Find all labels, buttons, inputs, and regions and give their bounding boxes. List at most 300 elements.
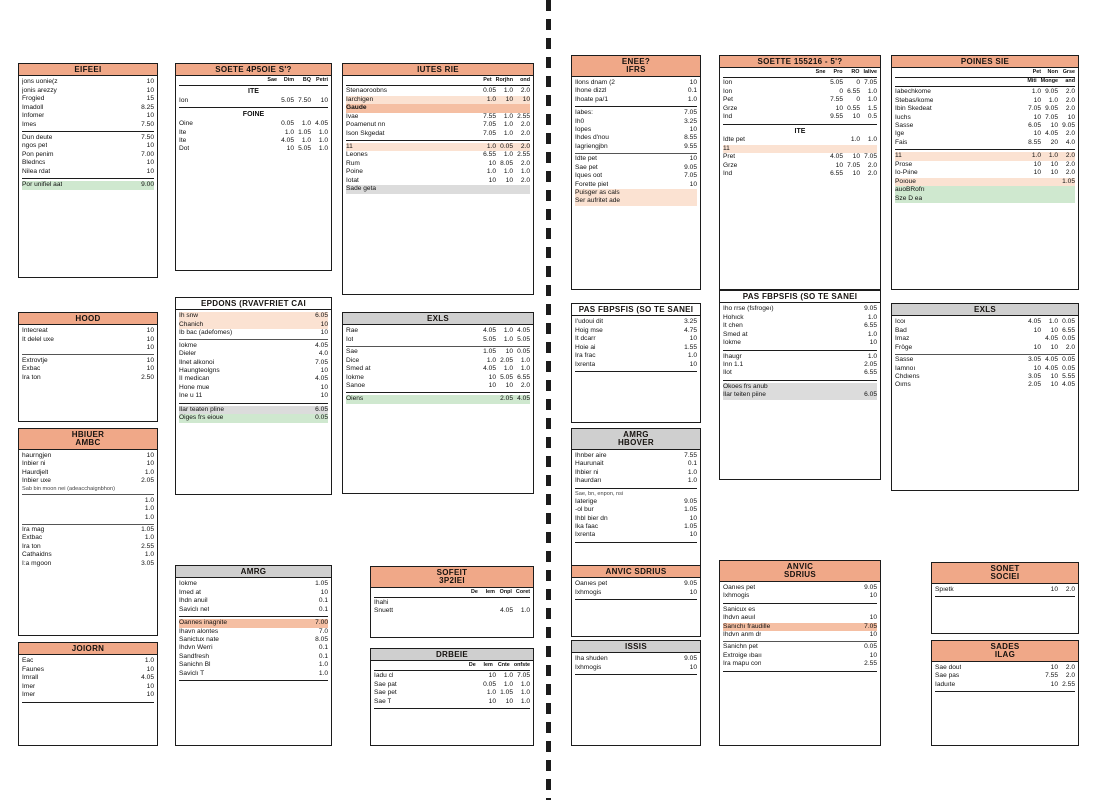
item-name: Grze xyxy=(723,104,738,112)
item-name: Ib bac (adefomes) xyxy=(179,329,233,337)
block-exls-right xyxy=(891,303,1079,491)
item-price: 0.05 xyxy=(483,680,496,688)
block-title: ANVIC SDRIUS xyxy=(572,566,700,578)
item-name: Fröge xyxy=(895,343,913,351)
item-price: 2.05 xyxy=(141,477,154,485)
item-price: 5.05 xyxy=(281,97,294,105)
item-name: Haurdjelt xyxy=(22,468,49,476)
item-price-2: 1.0 xyxy=(301,120,311,128)
block-body xyxy=(572,77,700,209)
col-onfste: onfste xyxy=(513,662,530,669)
item-price: 1.0 xyxy=(867,352,877,360)
item-name: Intecreat xyxy=(22,327,48,335)
item-name: II medican xyxy=(179,375,210,383)
item-price: 10 xyxy=(689,78,697,86)
block-poines-sie xyxy=(891,55,1079,290)
item-price: 10 xyxy=(689,155,697,163)
item-name: Chanich xyxy=(179,320,204,328)
item-price-2: 1.0 xyxy=(503,680,513,688)
item-price-3: 2.0 xyxy=(1065,169,1075,177)
item-name: Leones xyxy=(346,151,368,159)
item-price-2: 1.0 xyxy=(503,121,513,129)
block-exls-left xyxy=(342,312,534,494)
block-amrg-center xyxy=(175,565,332,746)
block-body xyxy=(720,303,880,402)
item-price: 10 xyxy=(869,592,877,600)
item-name: Chdıens xyxy=(895,373,920,381)
block-body xyxy=(371,588,533,619)
item-name: Haurunait xyxy=(575,460,604,468)
item-name: Snuett xyxy=(374,607,394,615)
item-name: Imrall xyxy=(22,674,39,682)
item-price: 10 xyxy=(689,125,697,133)
column-headers xyxy=(374,663,530,671)
item-name: Pet xyxy=(723,96,733,104)
item-price: 10 xyxy=(835,161,843,169)
item-name: Ihaugr xyxy=(723,352,742,360)
item-name: Inn 1.1 xyxy=(723,361,744,369)
item-name: Ihbier ni xyxy=(575,468,599,476)
item-name: Bad xyxy=(895,326,907,334)
item-name: Iokme xyxy=(346,373,364,381)
item-name: Ite xyxy=(179,128,187,136)
item-price: 10 xyxy=(689,180,697,188)
item-price: 3.05 xyxy=(1028,373,1041,381)
item-name: Iokme xyxy=(179,341,197,349)
item-price: 0.1 xyxy=(318,644,328,652)
item-name: I:a mgoon xyxy=(22,559,52,567)
item-price: 10 xyxy=(146,344,154,352)
item-price: 10 xyxy=(869,614,877,622)
item-price: 1.0 xyxy=(144,551,154,559)
item-name: Haungteolgns xyxy=(179,367,220,375)
item-price-2: 1.0 xyxy=(1048,96,1058,104)
item-price: 10 xyxy=(488,382,496,390)
item-name: Oannes inagnite xyxy=(179,619,228,627)
item-price: 10 xyxy=(869,651,877,659)
block-sofeit xyxy=(370,566,534,638)
item-name: Stenaoroobns xyxy=(346,87,388,95)
item-name: Sanichn Bl xyxy=(179,661,211,669)
item-name: Sandfresh xyxy=(179,652,210,660)
item-name: Poine xyxy=(346,168,363,176)
block-title: EXLS xyxy=(892,304,1078,316)
item-name: Dun deute xyxy=(22,134,53,142)
item-price-3: 4.05 xyxy=(1062,381,1075,389)
item-price: 8.25 xyxy=(141,103,154,111)
item-name: Sasse xyxy=(895,356,914,364)
item-price-2: 0.55 xyxy=(847,104,860,112)
item-price: 3.05 xyxy=(1028,356,1041,364)
block-soette-right xyxy=(719,55,881,290)
block-title: AMRG xyxy=(176,566,331,578)
item-price: 7.55 xyxy=(684,451,697,459)
item-price: 1.05 xyxy=(141,526,154,533)
item-name: Extbac xyxy=(22,534,43,542)
item-price: 1.0 xyxy=(318,669,328,677)
col-iem: Iem xyxy=(485,588,495,595)
block-pas-fbpsfis-right xyxy=(719,290,881,480)
item-name: Sze D ea xyxy=(895,194,923,202)
col-pet: Pet xyxy=(1032,69,1041,76)
item-price: 6.55 xyxy=(483,151,496,159)
item-price-2: 10 xyxy=(1050,373,1058,381)
item-price: 9.05 xyxy=(684,655,697,663)
item-name: Ine u 11 xyxy=(179,392,203,400)
item-name: Ixrenta xyxy=(575,531,596,539)
column-headers-2 xyxy=(895,79,1075,87)
item-name: Ihahi xyxy=(374,598,389,606)
item-price: 10 xyxy=(869,339,877,347)
item-price-2: 0.05 xyxy=(500,142,513,150)
item-name: Iabes: xyxy=(575,109,593,117)
item-name: Rae xyxy=(346,327,359,335)
item-price-2: 2.05 xyxy=(500,356,513,364)
item-price: 7.05 xyxy=(483,121,496,129)
item-price-2: 1.0 xyxy=(1048,152,1058,160)
item-price-2: 10 xyxy=(852,169,860,177)
item-price: 7.50 xyxy=(141,134,154,142)
item-price: 4.05 xyxy=(315,341,328,349)
item-price: 9.00 xyxy=(141,181,154,189)
item-name: Saviclı T xyxy=(179,669,205,677)
col-de: De xyxy=(468,662,476,669)
item-name: Iot xyxy=(346,335,354,343)
block-anvic-sdrius xyxy=(719,560,881,746)
item-price-2: 10 xyxy=(852,153,860,161)
block-drbeie xyxy=(370,648,534,746)
item-price-3: 2.0 xyxy=(520,129,530,137)
item-price: 1.0 xyxy=(486,356,496,364)
item-name: Iaduıte xyxy=(935,680,956,688)
item-price-2: 4.05 xyxy=(1045,364,1058,372)
item-name: jonis arezzy xyxy=(22,86,57,94)
item-name: Smed at xyxy=(346,365,371,373)
item-price: 10 xyxy=(1033,326,1041,334)
item-price-2: 0 xyxy=(856,79,860,87)
item-name: Sae pet xyxy=(575,163,598,171)
item-price: 7.05 xyxy=(1028,105,1041,113)
item-price-2: 1.0 xyxy=(503,168,513,176)
item-price: 10 xyxy=(488,373,496,381)
item-name: Iha shuden xyxy=(575,655,608,663)
item-name: Imaz xyxy=(895,335,910,343)
item-name: Ira frac xyxy=(575,352,596,360)
item-price: 3.25 xyxy=(684,117,697,125)
block-title: EXLS xyxy=(343,313,533,325)
left-menu-page xyxy=(0,0,546,800)
item-price: 4.0 xyxy=(318,350,328,358)
item-price-2: 1.0 xyxy=(1048,318,1058,326)
item-price-3: 2.55 xyxy=(517,151,530,159)
block-title: IUTES RIE xyxy=(343,64,533,76)
item-price: 9.05 xyxy=(864,583,877,591)
col-cnte: Cnte xyxy=(497,662,510,669)
item-name: 11 xyxy=(895,152,902,160)
item-price: 1.0 xyxy=(486,168,496,176)
item-price-2: 2.55 xyxy=(1062,680,1075,688)
item-name: Ion xyxy=(723,87,733,95)
item-name: Ihoate pa/1 xyxy=(575,95,608,103)
item-name: Ind xyxy=(723,169,733,177)
item-price-2: 1.05 xyxy=(500,689,513,697)
block-title: SOFEIT 3P2IEI xyxy=(371,567,533,588)
item-price-2: 10 xyxy=(1050,169,1058,177)
item-price-2: 10 xyxy=(852,113,860,121)
item-name: Ilnet alkonoi xyxy=(179,358,215,366)
item-name: Iuchs xyxy=(895,113,911,121)
item-price: 0.1 xyxy=(318,597,328,605)
item-price: 1.0 xyxy=(144,505,154,513)
item-price: 1.0 xyxy=(687,477,697,485)
item-price: 8.55 xyxy=(1028,138,1041,146)
item-name: 11 xyxy=(346,142,353,150)
item-price-2: 1.0 xyxy=(301,137,311,145)
item-price: 1.0 xyxy=(867,313,877,321)
item-name: Por unifiel aat xyxy=(22,181,63,189)
item-price: 7.00 xyxy=(141,150,154,158)
item-name: Oine xyxy=(179,120,193,128)
item-name: Inbier ni xyxy=(22,460,46,468)
item-price: 10 xyxy=(146,682,154,690)
item-price: 1.0 xyxy=(284,128,294,136)
block-body xyxy=(176,310,331,425)
item-name: I'udoui dit xyxy=(575,318,604,326)
item-price-3: 0.05 xyxy=(1062,318,1075,326)
item-price-3: 2.0 xyxy=(520,382,530,390)
item-price-3: 2.0 xyxy=(520,159,530,167)
block-issis xyxy=(571,640,701,746)
item-name: Dieler xyxy=(179,350,197,358)
item-price-2: 1.0 xyxy=(503,672,513,680)
item-price-3: 2.0 xyxy=(1065,88,1075,96)
item-name: Oiens xyxy=(346,395,364,403)
item-price: 1.05 xyxy=(315,580,328,588)
block-body xyxy=(176,76,331,157)
item-name: Imed at xyxy=(179,588,201,596)
block-title: HBIUER AMBC xyxy=(19,429,157,450)
item-name: Cathaidns xyxy=(22,551,52,559)
item-price: 10 xyxy=(1033,169,1041,177)
item-price-3: 1.0 xyxy=(867,87,877,95)
item-price: 1.0 xyxy=(867,330,877,338)
item-name: Hone mue xyxy=(179,383,210,391)
item-price: 1.0 xyxy=(318,661,328,669)
block-title: HOOD xyxy=(19,313,157,325)
item-price-3: 2.0 xyxy=(1065,105,1075,113)
block-epdons xyxy=(175,297,332,495)
item-name: Ihaurdarı xyxy=(575,477,602,485)
item-price-3: 2.0 xyxy=(867,161,877,169)
block-body xyxy=(371,661,533,714)
item-price-3: 10 xyxy=(1067,113,1075,121)
item-price: 10 xyxy=(146,327,154,335)
item-price: 10 xyxy=(320,329,328,337)
item-price-3: 4.0 xyxy=(1065,138,1075,146)
item-name: It chen xyxy=(723,322,743,330)
item-price: 10 xyxy=(320,392,328,400)
item-name: 11 xyxy=(723,144,730,152)
item-price: 10 xyxy=(320,320,328,328)
item-name: Fais xyxy=(895,138,908,146)
item-price: 5.05 xyxy=(483,335,496,343)
item-price: 1.0 xyxy=(144,513,154,521)
column-headers xyxy=(346,78,530,86)
col-iem: Iem xyxy=(483,662,493,669)
item-price: 6.05 xyxy=(864,391,877,399)
item-name: Ihavn alontes xyxy=(179,627,219,635)
item-name: Iadu cl xyxy=(374,672,394,680)
item-price-2: 1.0 xyxy=(503,112,513,120)
item-price-3: 7.05 xyxy=(864,153,877,161)
item-price-2: 10 xyxy=(505,348,513,356)
item-price: 7.05 xyxy=(684,109,697,117)
item-price: 7.05 xyxy=(483,129,496,137)
item-price-3: 1.0 xyxy=(318,145,328,153)
item-price: 15 xyxy=(146,95,154,103)
sub-section-title: FOINE xyxy=(242,111,265,119)
block-title: ENEE? IFRS xyxy=(572,56,700,77)
item-name: Idte pet xyxy=(723,136,745,144)
item-name: Sae T xyxy=(374,697,392,705)
item-price-3: 5.55 xyxy=(1062,373,1075,381)
item-price: 10 xyxy=(146,665,154,673)
item-price-2: 9.05 xyxy=(1045,105,1058,113)
item-price: 10 xyxy=(488,672,496,680)
item-name: Exbac xyxy=(22,365,41,373)
item-price: 10 xyxy=(146,691,154,699)
item-price-2: 10 xyxy=(505,382,513,390)
item-price-2: 5.05 xyxy=(298,145,311,153)
item-price: 1.0 xyxy=(486,142,496,150)
item-price: 10 xyxy=(146,86,154,94)
item-name: Hoie ai xyxy=(575,343,596,351)
item-name: Ira ton xyxy=(22,542,41,550)
block-sdrius-left xyxy=(571,565,701,637)
col-petri: Petri xyxy=(316,77,328,84)
item-name: Ibin Skedeat xyxy=(895,105,932,113)
item-price: 1.0 xyxy=(1031,152,1041,160)
item-price-2: 1.0 xyxy=(503,335,513,343)
item-price: 7.0 xyxy=(318,627,328,635)
item-name: Ite xyxy=(179,137,187,145)
item-name: Extroige ıbaıı xyxy=(723,651,762,659)
item-price-2: 1.0 xyxy=(503,129,513,137)
item-name: Sade geta xyxy=(346,185,377,193)
item-name: jons uonie(z xyxy=(22,78,58,86)
item-price: 4.05 xyxy=(315,375,328,383)
item-price-2: 9.05 xyxy=(1045,88,1058,96)
item-name: Imer xyxy=(22,691,36,699)
item-price-3: 10 xyxy=(320,97,328,105)
item-price-2: 6.55 xyxy=(847,87,860,95)
block-title: AMRG HBOVER xyxy=(572,429,700,450)
block-body xyxy=(932,584,1078,602)
block-title: DRBEIE xyxy=(371,649,533,661)
item-price: 10 xyxy=(146,142,154,150)
item-price-3: 9.05 xyxy=(1062,122,1075,130)
item-price: 5.05 xyxy=(830,79,843,87)
item-name: Sanichn pet xyxy=(723,643,758,651)
item-name: Stebas/kome xyxy=(895,96,934,104)
block-body xyxy=(176,578,331,686)
item-price-3: 10 xyxy=(522,95,530,103)
item-name: Ser aufritet ade xyxy=(575,197,621,205)
item-name: Ilons dnam (2 xyxy=(575,78,615,86)
item-name: Sae xyxy=(346,348,358,356)
item-name: Ilar teiten piine xyxy=(723,391,766,399)
block-body xyxy=(720,582,880,677)
item-price: 4.05 xyxy=(830,153,843,161)
item-name: Sae pas xyxy=(935,672,960,680)
item-price-2: 1.0 xyxy=(503,327,513,335)
item-name: Ihdvn anm dr xyxy=(723,630,762,638)
item-price: 1.05 xyxy=(483,348,496,356)
item-name: Oiges frs eioue xyxy=(179,414,224,422)
item-price-2: 1.0 xyxy=(520,607,530,615)
item-price: 9.05 xyxy=(684,580,697,588)
item-price: 4.05 xyxy=(483,365,496,373)
item-name: Iokme xyxy=(723,339,741,347)
item-price: 1.55 xyxy=(684,343,697,351)
item-price-3: 0.5 xyxy=(867,113,877,121)
item-price: 9.55 xyxy=(830,113,843,121)
item-price-2: 1.0 xyxy=(503,87,513,95)
block-title: SADES ILAG xyxy=(932,641,1078,662)
block-body xyxy=(572,450,700,548)
item-name: Saviclı net xyxy=(179,605,210,613)
col-pro: Pro xyxy=(833,69,843,76)
col-and: and xyxy=(1065,78,1075,85)
item-name: Hohıck xyxy=(723,313,744,321)
item-price: 7.00 xyxy=(315,619,328,627)
item-name: Poamenut nn xyxy=(346,121,386,129)
block-body xyxy=(343,76,533,196)
item-price: 0.05 xyxy=(483,87,496,95)
block-title: PAS FBPSFIS (SO TE SANEI xyxy=(720,291,880,303)
item-name: Iques oot xyxy=(575,172,603,180)
block-title: SOETTE 155216 - 5'? xyxy=(720,56,880,68)
item-price: 10 xyxy=(146,451,154,459)
item-price: 10 xyxy=(869,630,877,638)
item-price: 1.0 xyxy=(144,468,154,476)
col-miti: Miti xyxy=(1027,78,1037,85)
item-price-3: 1.0 xyxy=(520,697,530,705)
item-price: 1.0 xyxy=(687,468,697,476)
item-name: Smed at xyxy=(723,330,748,338)
item-name: Inbier uxe xyxy=(22,477,51,485)
col-bq: BQ xyxy=(302,77,311,84)
item-price: 1.0 xyxy=(486,689,496,697)
item-name: Ind xyxy=(723,113,733,121)
item-name: Ihdes d'nou xyxy=(575,134,609,142)
item-price: 9.05 xyxy=(684,497,697,505)
block-title: PAS FBPSFIS (SO TE SANEI xyxy=(572,304,700,316)
item-price-2: 20 xyxy=(1050,138,1058,146)
item-price-2: 8.05 xyxy=(500,159,513,167)
item-name: Ixhmogis xyxy=(575,588,602,596)
column-headers xyxy=(374,590,530,598)
block-title: SONET SOCIEI xyxy=(932,563,1078,584)
item-note: Sab bin moon nei (adeacchaignbhon) xyxy=(22,485,115,492)
item-name: Imer xyxy=(22,682,36,690)
item-name: Iho rrse (fsfrogeı) xyxy=(723,305,774,313)
item-price-2: 10 xyxy=(505,697,513,705)
item-price-3: 0.05 xyxy=(1062,364,1075,372)
item-price: 0.05 xyxy=(315,414,328,422)
item-price: 1.05 xyxy=(684,523,697,530)
item-price-3: 1.0 xyxy=(520,356,530,364)
